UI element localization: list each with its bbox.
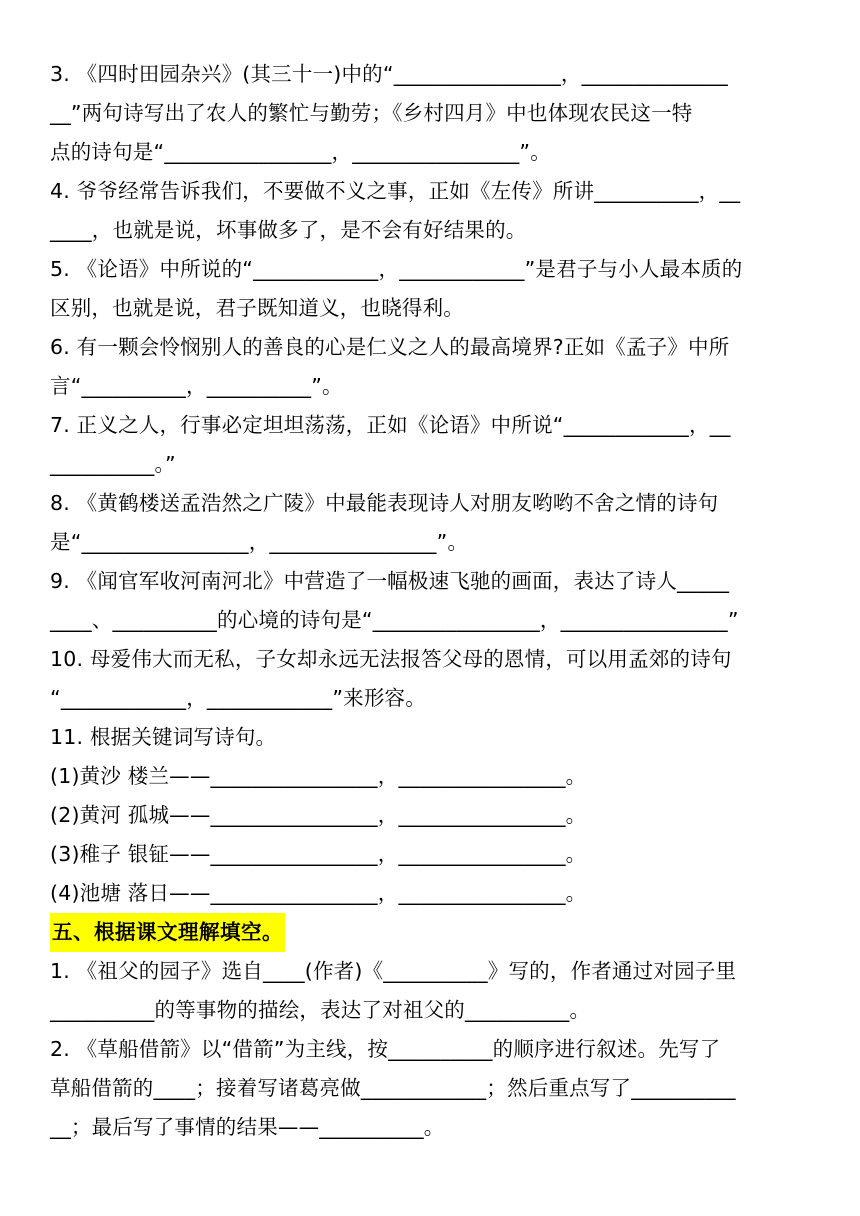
question-8-line-2: 是“________________，________________”。 bbox=[50, 530, 469, 554]
question-6-line-2: 言“__________，__________”。 bbox=[50, 374, 343, 398]
question-4-line-2: ____，也就是说，坏事做多了，是不会有好结果的。 bbox=[50, 218, 527, 242]
question-11-item-1: (1)黄沙 楼兰——________________，________________。 bbox=[50, 764, 587, 788]
section-5-question-2-line-3: __；最后写了事情的结果——__________。 bbox=[50, 1115, 445, 1139]
section-5-heading-row bbox=[50, 913, 812, 952]
question-8-line-1: 8. 《黄鹤楼送孟浩然之广陵》中最能表现诗人对朋友哟哟不舍之情的诗句 bbox=[50, 491, 719, 515]
section-5-question-2-line-2: 草船借箭的____；接着写诸葛亮做____________；然后重点写了__________ bbox=[50, 1076, 736, 1100]
question-11-item-4: (4)池塘 落日——________________，________________。 bbox=[50, 881, 587, 905]
question-11-item-3: (3)稚子 银钲——________________，________________。 bbox=[50, 842, 587, 866]
question-11-item-2: (2)黄河 孤城——________________，________________。 bbox=[50, 803, 587, 827]
question-9-line-1: 9. 《闻官军收河南河北》中营造了一幅极速飞驰的画面，表达了诗人_____ bbox=[50, 569, 730, 593]
question-10-line-2: “____________，____________”来形容。 bbox=[50, 686, 426, 710]
question-6-line-1: 6. 有一颗会怜悯别人的善良的心是仁义之人的最高境界?正如《孟子》中所 bbox=[50, 335, 730, 359]
section-5-question-1-line-2: __________的等事物的描绘，表达了对祖父的__________。 bbox=[50, 998, 591, 1022]
question-3-line-2: __”两句诗写出了农人的繁忙与勤劳；《乡村四月》中也体现农民这一特 bbox=[50, 101, 693, 125]
question-11-title: 11. 根据关键词写诗句。 bbox=[50, 725, 277, 749]
question-3-line-1: 3. 《四时田园杂兴》(其三十一)中的“________________，______________ bbox=[50, 62, 728, 86]
question-9-line-2: ____、__________的心境的诗句是“________________，________________” bbox=[50, 608, 739, 632]
question-3-line-3: 点的诗句是“________________，________________”。 bbox=[50, 140, 551, 164]
worksheet-content bbox=[50, 55, 812, 1147]
question-7-line-1: 7. 正义之人，行事必定坦坦荡荡，正如《论语》中所说“____________，__ bbox=[50, 413, 731, 437]
section-5-heading: 五、根据课文理解填空。 bbox=[50, 913, 285, 952]
section-5-question-2-line-1: 2. 《草船借箭》以“借箭”为主线，按__________的顺序进行叙述。先写了 bbox=[50, 1037, 721, 1061]
question-5-line-2: 区别，也就是说，君子既知道义，也晓得利。 bbox=[50, 296, 464, 320]
question-7-line-2: __________。” bbox=[50, 452, 176, 476]
question-5-line-1: 5. 《论语》中所说的“____________，____________”是君子与小人最本质的 bbox=[50, 257, 743, 281]
question-4-line-1: 4. 爷爷经常告诉我们，不要做不义之事，正如《左传》所讲__________，__ bbox=[50, 179, 741, 203]
section-5-question-1-line-1: 1. 《祖父的园子》选自____(作者)《__________》写的，作者通过对园子里 bbox=[50, 959, 737, 983]
question-10-line-1: 10. 母爱伟大而无私，子女却永远无法报答父母的恩情，可以用孟郊的诗句 bbox=[50, 647, 732, 671]
